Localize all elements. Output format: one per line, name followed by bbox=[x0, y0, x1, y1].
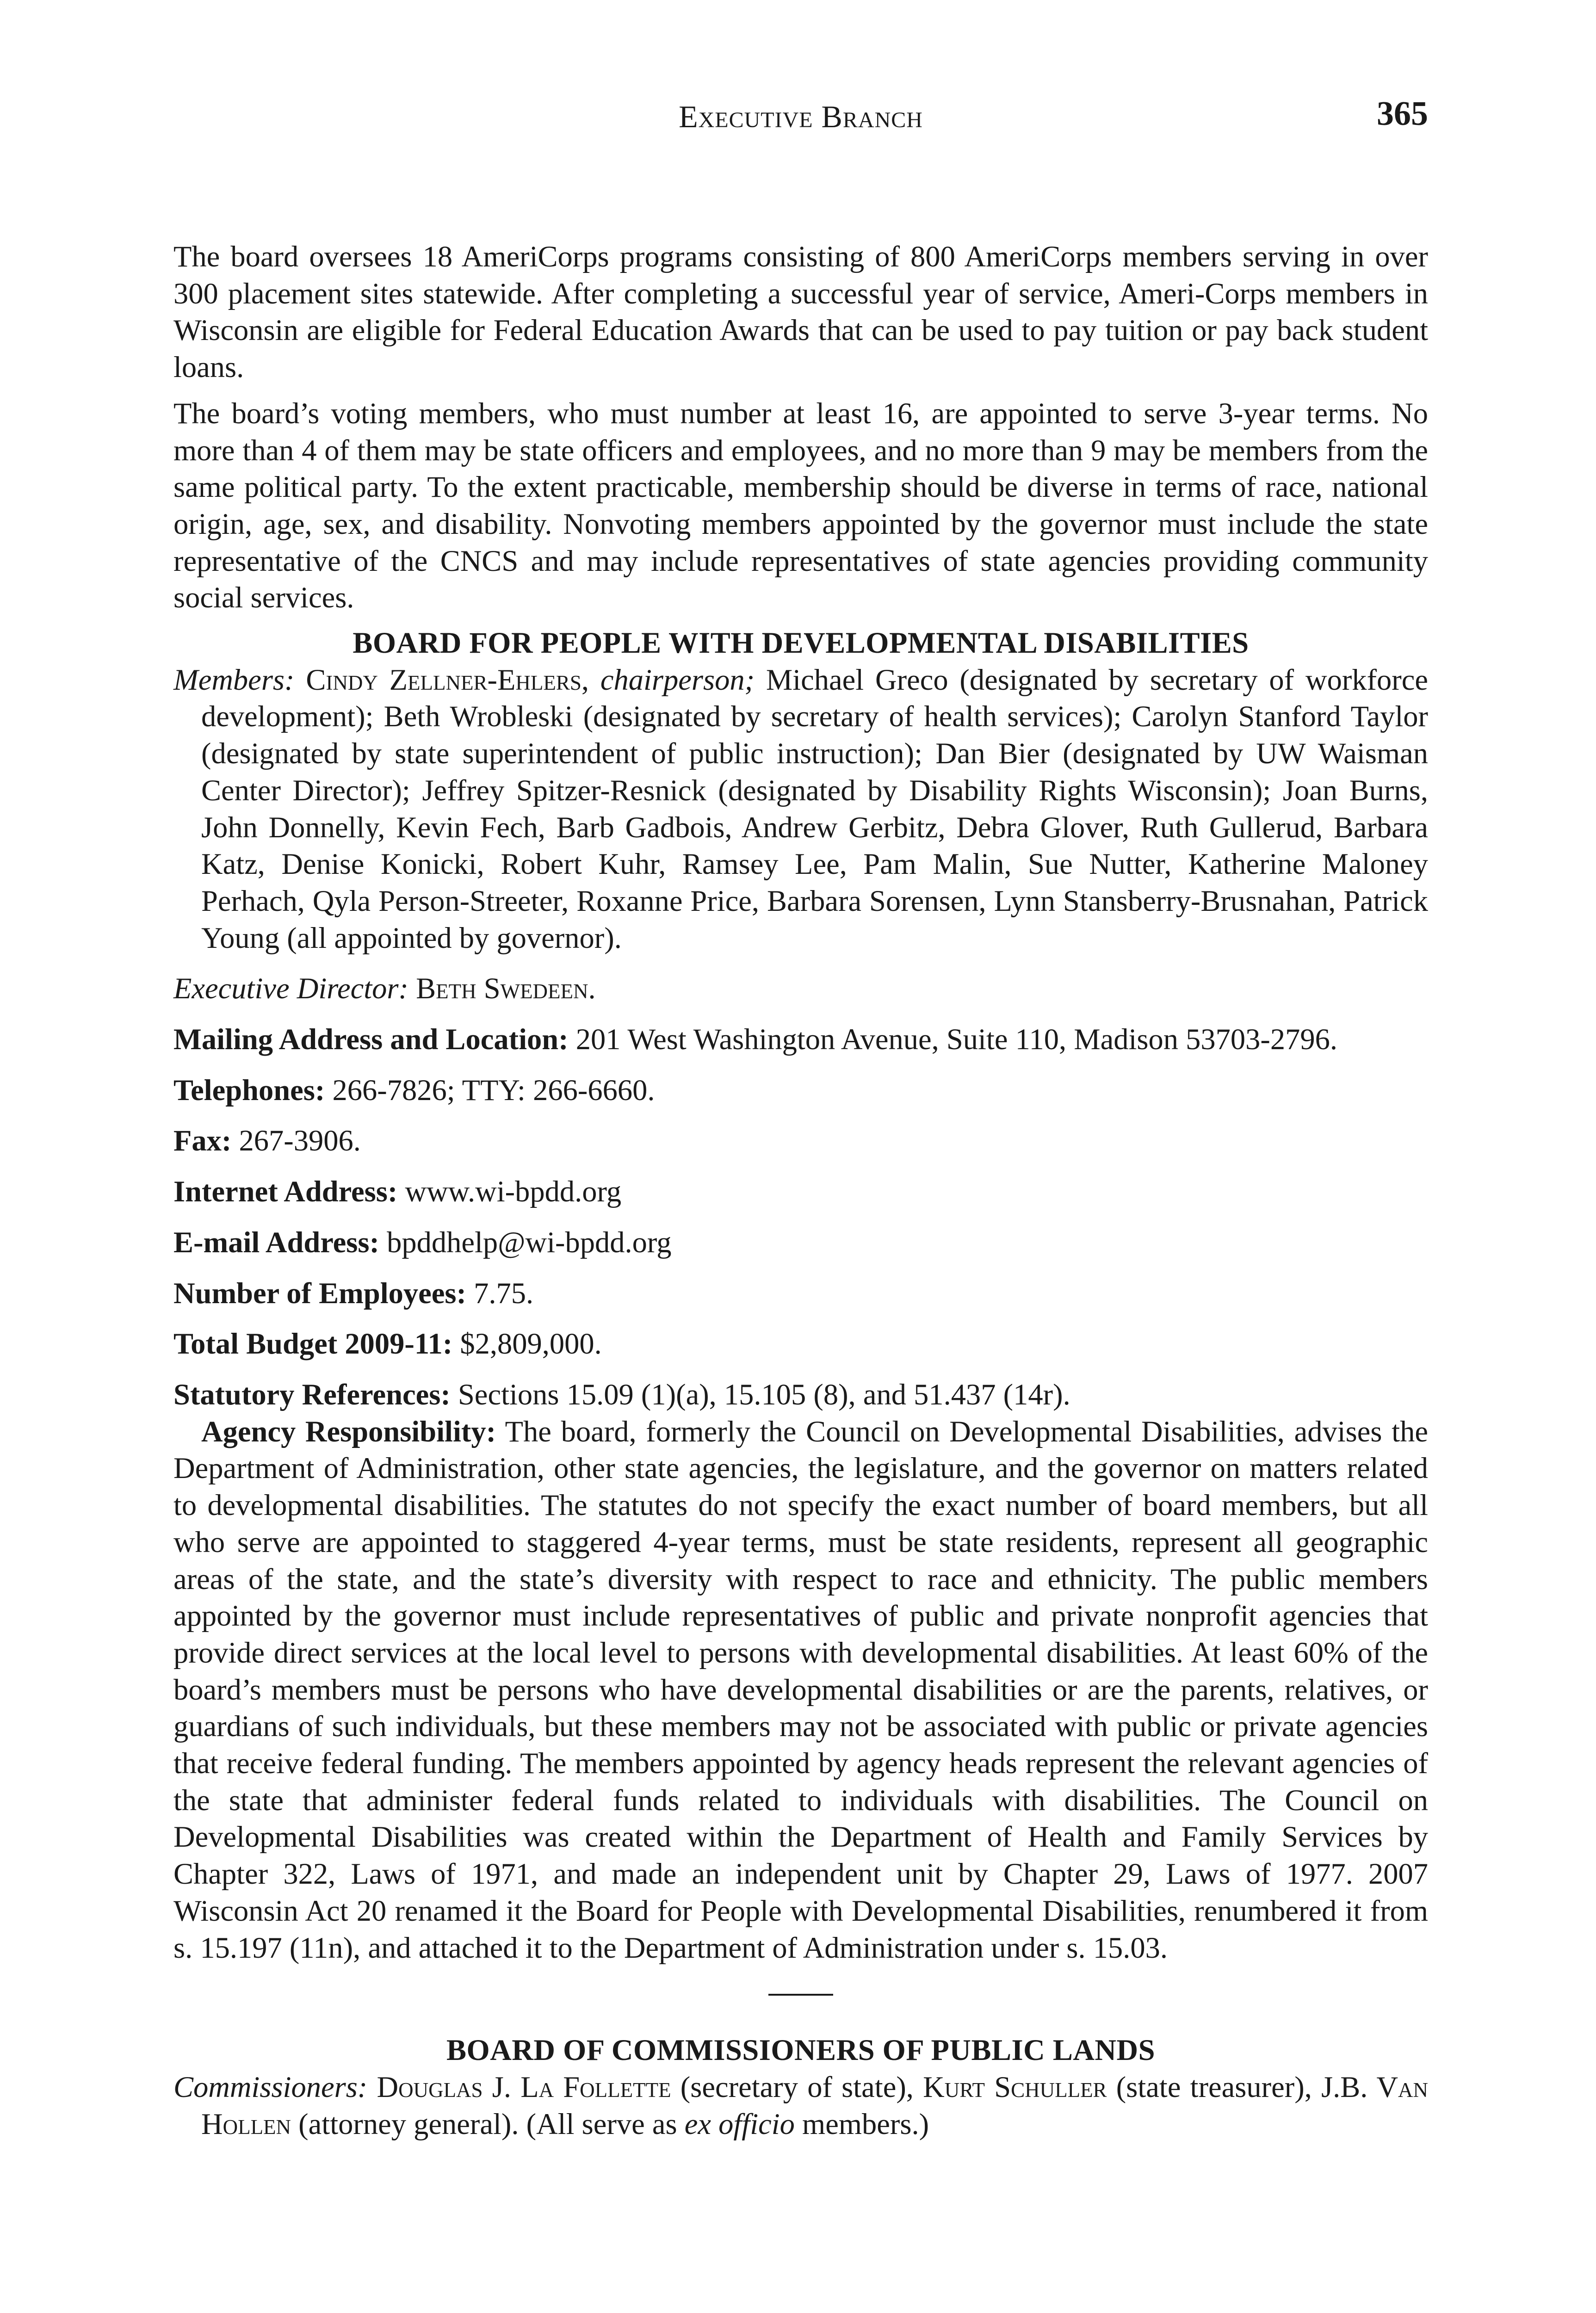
email-value: bpddhelp@wi-bpdd.org bbox=[387, 1225, 672, 1259]
ex-officio-text: ex officio bbox=[684, 2107, 795, 2140]
phone-value: 266-7826; TTY: 266-6660. bbox=[332, 1073, 655, 1107]
fax-value: 267-3906. bbox=[239, 1124, 361, 1157]
internet-value: www.wi-bpdd.org bbox=[405, 1175, 622, 1208]
commissioner-role-3: (attorney general). (All serve as bbox=[298, 2107, 677, 2140]
statutory-value: Sections 15.09 (1)(a), 15.105 (8), and 51.437 (14r). bbox=[458, 1378, 1070, 1411]
employees-value: 7.75. bbox=[474, 1276, 534, 1310]
commissioner-name-1: Douglas J. La Follette bbox=[377, 2070, 671, 2103]
phone-label: Telephones: bbox=[173, 1073, 325, 1107]
budget-entry bbox=[173, 1325, 1428, 1362]
phone-entry bbox=[173, 1072, 1428, 1109]
statutory-label: Statutory References: bbox=[173, 1378, 451, 1411]
running-title: Executive Branch bbox=[679, 99, 923, 134]
statutory-entry bbox=[173, 1376, 1428, 1413]
mailing-entry bbox=[173, 1021, 1428, 1058]
chair-name: Cindy Zellner-Ehlers, bbox=[306, 663, 589, 696]
mailing-label: Mailing Address and Location: bbox=[173, 1023, 569, 1056]
commissioner-name-2: Kurt Schuller bbox=[923, 2070, 1107, 2103]
internet-entry bbox=[173, 1173, 1428, 1210]
budget-label: Total Budget 2009-11: bbox=[173, 1327, 453, 1361]
internet-label: Internet Address: bbox=[173, 1175, 398, 1208]
fax-entry bbox=[173, 1122, 1428, 1159]
responsibility-value: The board, formerly the Council on Developmental Disabilities, advises the Department of Administration, other state agencies, the legislature, and the governor on matters related to developmental disabilities. The statutes do not specify the exact number of board members, but all who serve are appointed to staggered 4-year terms, must be state residents, represent all geographic areas of the state, and the state’s diversity with respect to race and ethnicity. The public members appointed by the governor must include representatives of public and private nonprofit agencies that provide direct services at the local level to persons with developmental disabilities. At least 60% of the board’s members must be persons who have developmental disabilities or are the parents, relatives, or guardians of such individuals, but these members may not be associated with public or private agencies that receive federal funding. The members appointed by agency heads represent the relevant agencies of the state that administer federal funds related to individuals with disabilities. The Council on Developmental Disabilities was created within the Department of Health and Family Services by Chapter 322, Laws of 1971, and made an independent unit by Chapter 29, Laws of 1977. 2007 Wisconsin Act 20 renamed it the Board for People with Developmental Disabilities, renumbered it from s. 15.197 (11n), and attached it to the Department of Administration under s. 15.03. bbox=[173, 1415, 1429, 1964]
commissioners-closing: members.) bbox=[802, 2107, 929, 2140]
director-label: Executive Director: bbox=[173, 972, 408, 1005]
members-label: Members: bbox=[173, 663, 295, 696]
commissioners-entry bbox=[173, 2069, 1428, 2142]
responsibility-label: Agency Responsibility: bbox=[201, 1415, 496, 1448]
members-list: Michael Greco (designated by secretary of workforce development); Beth Wrobleski (designated by secretary of health services); Carolyn Stanford Taylor (designated by state superintendent of public instruction); Dan Bier (designated by UW Waisman Center Director); Jeffrey Spitzer-Resnick (designated by Disability Rights Wisconsin); Joan Burns, John Donnelly, Kevin Fech, Barb Gadbois, Andrew Gerbitz, Debra Glover, Ruth Gullerud, Barbara Katz, Denise Konicki, Robert Kuhr, Ramsey Lee, Pam Malin, Sue Nutter, Katherine Maloney Perhach, Qyla Person-Streeter, Roxanne Price, Barbara Sorensen, Lynn Stansberry-Brusnahan, Patrick Young (all appointed by governor). bbox=[201, 663, 1429, 954]
fax-label: Fax: bbox=[173, 1124, 232, 1157]
section-title-bcpl: BOARD OF COMMISSIONERS OF PUBLIC LANDS bbox=[446, 2034, 1155, 2067]
chair-role: chairperson; bbox=[600, 663, 755, 696]
intro-paragraph-1: The board oversees 18 AmeriCorps programs consisting of 800 AmeriCorps members serving in over 300 placement sites statewide. After completing a successful year of service, Ameri-Corps members in Wisconsin are eligible for Federal Education Awards that can be used to pay tuition or pay back student loans. bbox=[173, 240, 1428, 384]
director-name: Beth Swedeen. bbox=[416, 972, 596, 1005]
intro-paragraph-2: The board’s voting members, who must number at least 16, are appointed to serve 3-year terms. No more than 4 of them may be state officers and employees, and no more than 9 may be members from the same political party. To the extent practicable, membership should be diverse in terms of race, national origin, age, sex, and disability. Nonvoting members appointed by the governor must include the state representative of the CNCS and may include representatives of state agencies providing community social services. bbox=[173, 396, 1428, 614]
commissioners-label: Commissioners: bbox=[173, 2070, 368, 2103]
document-page bbox=[173, 90, 1428, 2313]
employees-entry bbox=[173, 1275, 1428, 1312]
page-number: 365 bbox=[1377, 95, 1428, 133]
email-label: E-mail Address: bbox=[173, 1225, 379, 1259]
director-entry bbox=[173, 970, 1428, 1007]
commissioner-name-3: J.B. Van Hollen bbox=[201, 2070, 1429, 2140]
responsibility-entry bbox=[173, 1413, 1428, 1967]
running-header bbox=[173, 90, 1428, 136]
commissioner-role-1: (secretary of state), bbox=[680, 2070, 914, 2103]
commissioner-role-2: (state treasurer), bbox=[1116, 2070, 1312, 2103]
members-entry bbox=[173, 662, 1428, 957]
employees-label: Number of Employees: bbox=[173, 1276, 467, 1310]
section-title-bpdd: BOARD FOR PEOPLE WITH DEVELOPMENTAL DISABILITIES bbox=[353, 626, 1249, 660]
section-divider bbox=[768, 1994, 833, 1996]
email-entry bbox=[173, 1224, 1428, 1261]
mailing-value: 201 West Washington Avenue, Suite 110, Madison 53703-2796. bbox=[575, 1023, 1337, 1056]
budget-value: $2,809,000. bbox=[460, 1327, 602, 1361]
